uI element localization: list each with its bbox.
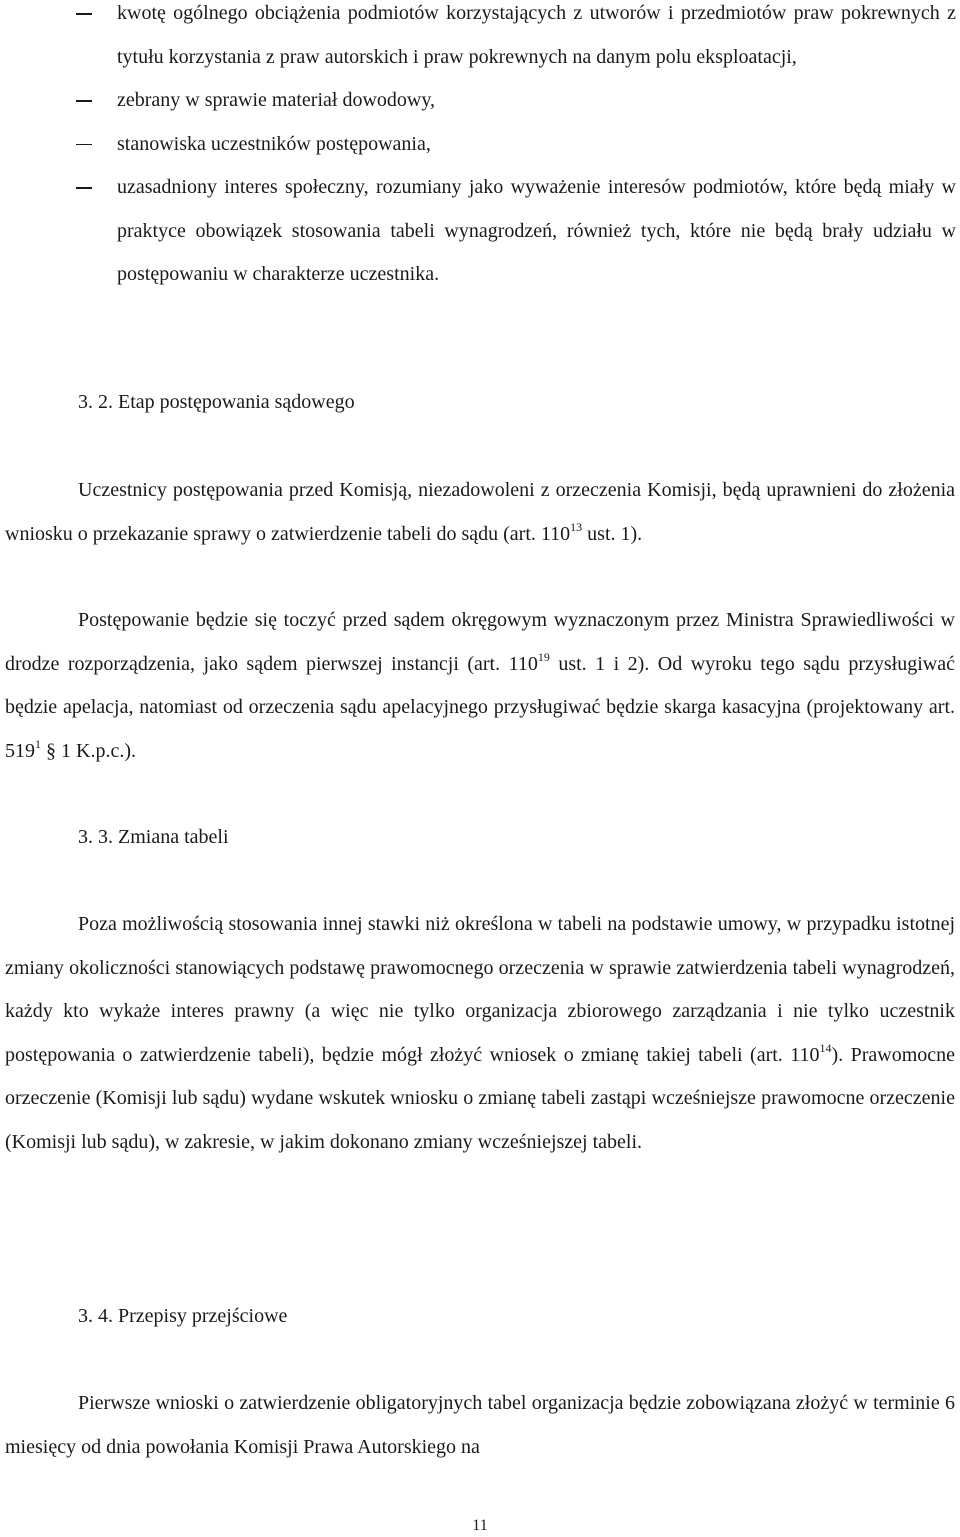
list-item — [0, 79, 960, 123]
dash-bullet-icon — [76, 187, 92, 189]
list-item-text: stanowiska uczestników postępowania, — [117, 132, 431, 155]
list-item-text: uzasadniony interes społeczny, rozumiany jako wyważenie interesów podmiotów, które będą miały w praktyce obowiązek stosowania tabeli wynagrodzeń, również tych, które nie będą brały udziału w postępowaniu w charakterze uczestnika. — [117, 176, 956, 285]
dash-bullet-icon — [76, 13, 92, 15]
paragraph-transitional — [5, 1382, 955, 1469]
list-item — [0, 166, 960, 297]
bullet-list — [0, 0, 960, 297]
section-heading-3-2: 3. 2. Etap postępowania sądowego — [78, 391, 355, 413]
list-item — [0, 0, 960, 79]
footnote-superscript: 13 — [570, 519, 583, 534]
paragraph-text: ust. 1 i 2). Od wyroku tego sądu przysługiwać będzie apelacja, natomiast od orzeczenia sądu apelacyjnego przysługiwać będzie skarga kasacyjna (projektowany art. 519 — [5, 652, 955, 762]
paragraph-text: Uczestnicy postępowania przed Komisją, niezadowoleni z orzeczenia Komisji, będą uprawnieni do złożenia wniosku o przekazanie sprawy o zatwierdzenie tabeli do sądu (art. 110 — [5, 479, 955, 545]
footnote-superscript: 1 — [35, 736, 41, 751]
paragraph-text: Poza możliwością stosowania innej stawki niż określona w tabeli na podstawie umowy, w przypadku istotnej zmiany okoliczności stanowiących podstawę prawomocnego orzeczenia w sprawie zatwierdzenia tabeli wynagrodzeń, każdy kto wykaże interes prawny (a więc nie tylko organizacja zbiorowego zarządzania i nie tylko uczestnik postępowania o zatwierdzenie tabeli), będzie mógł złożyć wniosek o zmianę takiej tabeli (art. 110 — [5, 913, 955, 1066]
paragraph-court-procedure — [5, 599, 955, 773]
list-item-text: kwotę ogólnego obciążenia podmiotów korzystających z utworów i przedmiotów praw pokrewnych z tytułu korzystania z praw autorskich i praw pokrewnych na danym polu eksploatacji, — [117, 2, 956, 68]
section-heading-3-3: 3. 3. Zmiana tabeli — [78, 826, 229, 848]
list-item-text: zebrany w sprawie materiał dowodowy, — [117, 89, 436, 111]
paragraph-text: Postępowanie będzie się toczyć przed sądem okręgowym wyznaczonym przez Ministra Sprawiedliwości w drodze rozporządzenia, jako sądem pierwszej instancji (art. 110 — [5, 609, 955, 675]
paragraph-table-change — [5, 903, 955, 1164]
dash-bullet-icon — [76, 144, 92, 146]
footnote-superscript: 19 — [537, 649, 550, 664]
list-item — [0, 123, 960, 167]
page-number: 11 — [472, 1517, 488, 1534]
paragraph-appeal-rights — [5, 469, 955, 556]
dash-bullet-icon — [76, 100, 92, 102]
section-heading-3-4: 3. 4. Przepisy przejściowe — [78, 1305, 288, 1327]
paragraph-text: ust. 1). — [582, 522, 643, 545]
paragraph-text: Pierwsze wnioski o zatwierdzenie obligatoryjnych tabel organizacja będzie zobowiązana złożyć w terminie 6 miesięcy od dnia powołania Komisji Prawa Autorskiego na — [5, 1392, 955, 1458]
paragraph-text: ). Prawomocne orzeczenie (Komisji lub sądu) wydane wskutek wniosku o zmianę tabeli zastąpi wcześniejsze prawomocne orzeczenie (Komisji lub sądu), w zakresie, w jakim dokonano zmiany wcześniejszej tabeli. — [5, 1043, 956, 1153]
footnote-superscript: 14 — [819, 1040, 832, 1055]
paragraph-text: § 1 K.p.c.). — [41, 739, 136, 762]
